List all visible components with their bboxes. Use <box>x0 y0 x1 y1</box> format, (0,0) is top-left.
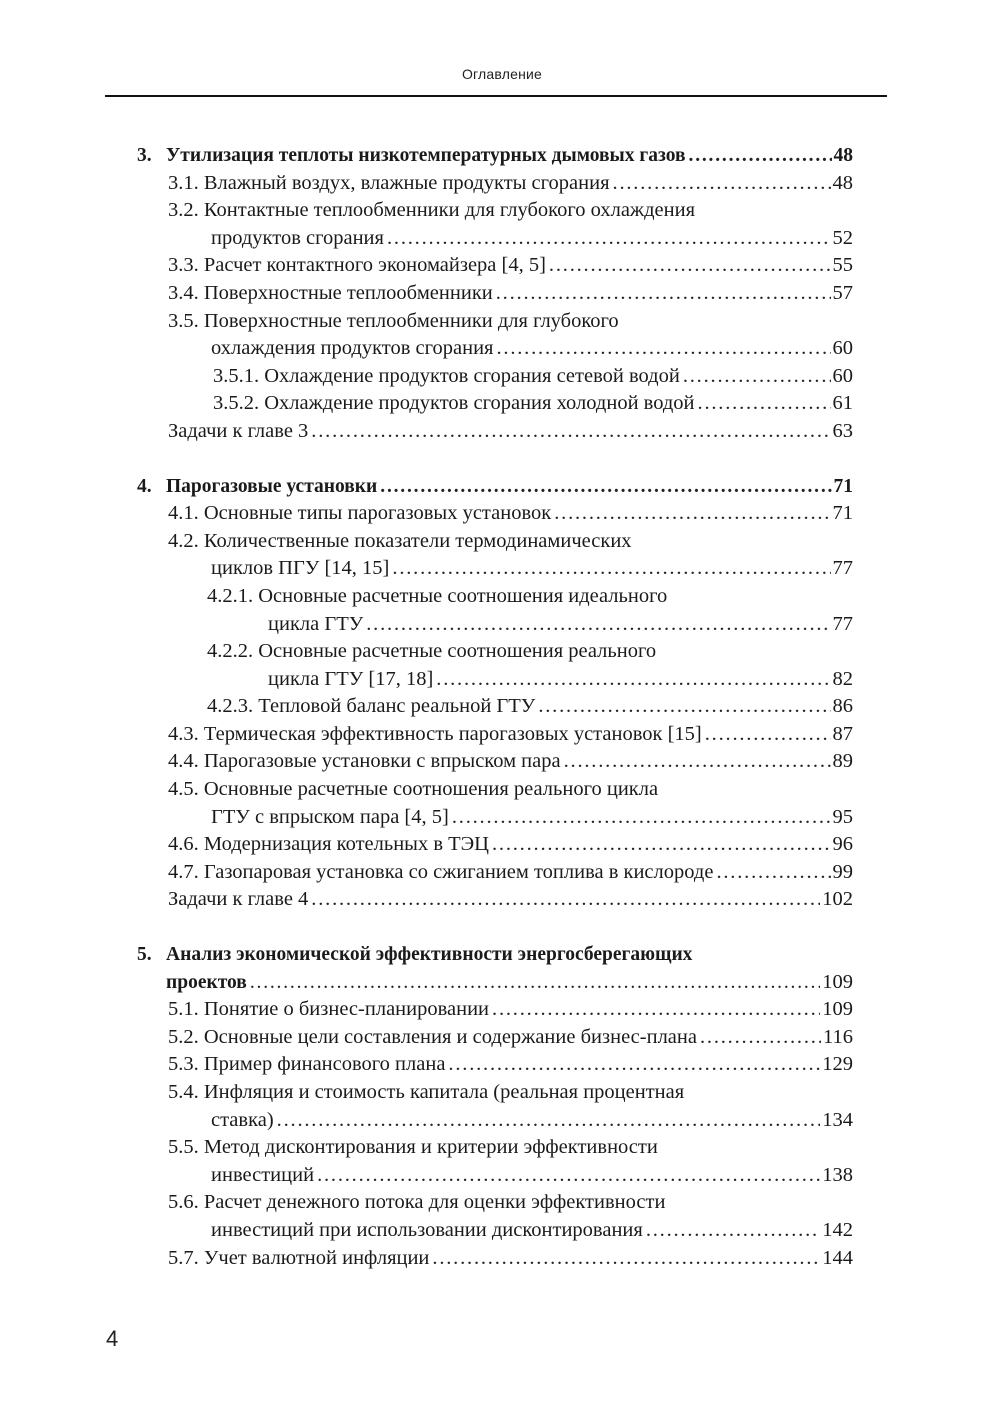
entry-title-cont: охлаждения продуктов сгорания <box>211 337 494 360</box>
toc-entry-3-2[interactable] <box>0 197 1004 225</box>
toc-chapter-3 <box>0 142 1004 446</box>
entry-title: 4.6. Модернизация котельных в ТЭЦ <box>168 833 489 856</box>
header-rule <box>105 95 887 97</box>
entry-title: 4.2.2. Основные расчетные соотношения реального <box>207 640 657 663</box>
entry-title: 4.2.1. Основные расчетные соотношения идеального <box>207 584 668 607</box>
page-ref: 89 <box>832 750 853 773</box>
entry-title: Задачи к главе 3 <box>168 419 309 442</box>
chapter-number: 5. <box>137 944 152 966</box>
toc-entry-4-7[interactable] <box>0 859 1004 887</box>
toc-entry-4-3[interactable] <box>0 721 1004 749</box>
entry-title-cont: инвестиций <box>211 1163 315 1186</box>
toc-entry-4-2[interactable] <box>0 528 1004 556</box>
entry-title: 5.2. Основные цели составления и содержание бизнес-плана <box>168 1025 697 1048</box>
chapter-title-cont: проектов <box>166 971 247 993</box>
page-ref: 99 <box>832 860 853 883</box>
page-ref: 87 <box>832 722 853 745</box>
entry-title: 5.4. Инфляция и стоимость капитала (реальная процентная <box>168 1081 685 1103</box>
page-ref: 60 <box>832 364 853 387</box>
toc-entry-4-5-cont[interactable] <box>0 804 1004 832</box>
toc-entry-5-2[interactable] <box>0 1024 1004 1052</box>
entry-title: 3.2. Контактные теплообменники для глубокого охлаждения <box>168 199 695 222</box>
entry-title: 5.3. Пример финансового плана <box>168 1053 446 1076</box>
page-ref: 60 <box>832 337 853 360</box>
entry-title: 3.5. Поверхностные теплообменники для глубокого <box>168 309 619 332</box>
toc-entry-3-4[interactable] <box>0 280 1004 308</box>
entry-title: 3.5.2. Охлаждение продуктов сгорания холодной водой <box>213 392 695 415</box>
toc-entry-chapter-5[interactable] <box>0 941 1004 969</box>
entry-title: 4.2.3. Тепловой баланс реальной ГТУ <box>207 695 536 718</box>
entry-title: 5.6. Расчет денежного потока для оценки эффективности <box>168 1191 666 1214</box>
toc-chapter-4 <box>0 473 1004 915</box>
toc-entry-5-7[interactable] <box>0 1245 1004 1273</box>
toc-entry-3-3[interactable] <box>0 252 1004 280</box>
page-ref: 142 <box>822 1218 853 1241</box>
toc-entry-tasks-3[interactable] <box>0 418 1004 446</box>
toc-entry-chapter-3[interactable] <box>0 142 1004 170</box>
page-ref: 71 <box>832 502 853 525</box>
toc-entry-4-2-3[interactable] <box>0 693 1004 721</box>
toc-entry-tasks-4[interactable] <box>0 886 1004 914</box>
page-ref: 109 <box>822 970 853 993</box>
page-ref: 138 <box>822 1163 853 1186</box>
entry-title: 4.1. Основные типы парогазовых установок <box>168 502 552 525</box>
entry-title: 5.5. Метод дисконтирования и критерии эффективности <box>168 1136 658 1159</box>
page-ref: 109 <box>822 998 853 1021</box>
entry-title: 4.2. Количественные показатели термодинамических <box>168 529 632 552</box>
toc-entry-4-5[interactable] <box>0 776 1004 804</box>
entry-title-cont: цикла ГТУ <box>268 612 364 635</box>
entry-title: 5.1. Понятие о бизнес-планировании <box>168 998 490 1021</box>
entry-title-cont: ГТУ с впрыском пара [4, 5] <box>211 805 449 828</box>
toc-entry-4-4[interactable] <box>0 748 1004 776</box>
page-number: 4 <box>106 1326 119 1351</box>
entry-title: 3.3. Расчет контактного экономайзера [4, 5] <box>168 254 546 277</box>
entry-title: 3.1. Влажный воздух, влажные продукты сгорания <box>168 171 610 194</box>
page-ref: 57 <box>832 281 853 304</box>
toc-entry-3-5-2[interactable] <box>0 390 1004 418</box>
running-header: Оглавление <box>461 66 543 82</box>
entry-title-cont: циклов ПГУ [14, 15] <box>211 557 390 580</box>
toc-entry-5-4[interactable] <box>0 1079 1004 1107</box>
chapter-number: 4. <box>137 475 152 497</box>
chapter-title: Утилизация теплоты низкотемпературных дымовых газов <box>166 145 686 166</box>
entry-title: 3.5.1. Охлаждение продуктов сгорания сетевой водой <box>213 364 680 387</box>
toc-entry-3-5[interactable] <box>0 308 1004 336</box>
page-ref: 48 <box>833 145 853 166</box>
chapter-number: 3. <box>137 145 152 166</box>
entry-title-cont: продуктов сгорания <box>211 226 384 249</box>
page-ref: 55 <box>832 254 853 277</box>
entry-title: 4.4. Парогазовые установки с впрыском пара <box>168 750 561 773</box>
page-ref: 86 <box>832 695 853 718</box>
toc-entry-5-3[interactable] <box>0 1051 1004 1079</box>
toc-entry-5-6-cont[interactable] <box>0 1217 1004 1245</box>
page-ref: 129 <box>822 1053 853 1076</box>
toc-entry-3-2-cont[interactable] <box>0 225 1004 253</box>
page-ref: 48 <box>832 171 853 194</box>
page-ref: 102 <box>822 888 853 911</box>
page-ref: 96 <box>832 833 853 856</box>
page-ref: 144 <box>822 1246 853 1269</box>
entry-title-cont: цикла ГТУ [17, 18] <box>268 667 434 690</box>
toc-entry-5-1[interactable] <box>0 996 1004 1024</box>
page-ref: 52 <box>832 226 853 249</box>
page-ref: 134 <box>822 1108 853 1131</box>
page-ref: 77 <box>832 557 853 580</box>
toc-entry-5-4-cont[interactable] <box>0 1107 1004 1135</box>
toc-entry-4-1[interactable] <box>0 500 1004 528</box>
toc-chapter-5 <box>0 941 1004 1272</box>
page-ref: 116 <box>823 1025 853 1048</box>
entry-title: 3.4. Поверхностные теплообменники <box>168 281 493 304</box>
toc-entry-4-2-cont[interactable] <box>0 555 1004 583</box>
toc-entry-4-2-2[interactable] <box>0 638 1004 666</box>
entry-title: 5.7. Учет валютной инфляции <box>168 1246 430 1269</box>
toc-entry-chapter-4[interactable] <box>0 473 1004 501</box>
page-ref: 71 <box>833 475 853 497</box>
entry-title-cont: инвестиций при использовании дисконтирования <box>211 1218 643 1241</box>
toc-entry-5-6[interactable] <box>0 1189 1004 1217</box>
toc-entry-3-5-cont[interactable] <box>0 335 1004 363</box>
toc-entry-5-5-cont[interactable] <box>0 1162 1004 1190</box>
chapter-title: Парогазовые установки <box>166 475 378 497</box>
page-ref: 63 <box>832 419 853 442</box>
toc-entry-4-2-2-cont[interactable] <box>0 666 1004 694</box>
table-of-contents <box>0 142 1004 1272</box>
entry-title: Задачи к главе 4 <box>168 888 309 911</box>
page-ref: 61 <box>832 392 853 415</box>
entry-title: 4.7. Газопаровая установка со сжиганием топлива в кислороде <box>168 860 714 883</box>
entry-title: 4.5. Основные расчетные соотношения реального цикла <box>168 778 659 801</box>
toc-entry-4-6[interactable] <box>0 831 1004 859</box>
chapter-title: Анализ экономической эффективности энергосберегающих <box>166 944 693 966</box>
entry-title: 4.3. Термическая эффективность парогазовых установок [15] <box>168 722 702 745</box>
entry-title-cont: ставка) <box>211 1108 274 1131</box>
toc-entry-4-2-1[interactable] <box>0 583 1004 611</box>
page-ref: 95 <box>832 805 853 828</box>
toc-entry-3-1[interactable] <box>0 170 1004 198</box>
page-ref: 77 <box>832 612 853 635</box>
page-ref: 82 <box>832 667 853 690</box>
toc-entry-chapter-5-cont[interactable] <box>0 969 1004 997</box>
toc-entry-5-5[interactable] <box>0 1134 1004 1162</box>
toc-entry-3-5-1[interactable] <box>0 363 1004 391</box>
toc-entry-4-2-1-cont[interactable] <box>0 611 1004 639</box>
